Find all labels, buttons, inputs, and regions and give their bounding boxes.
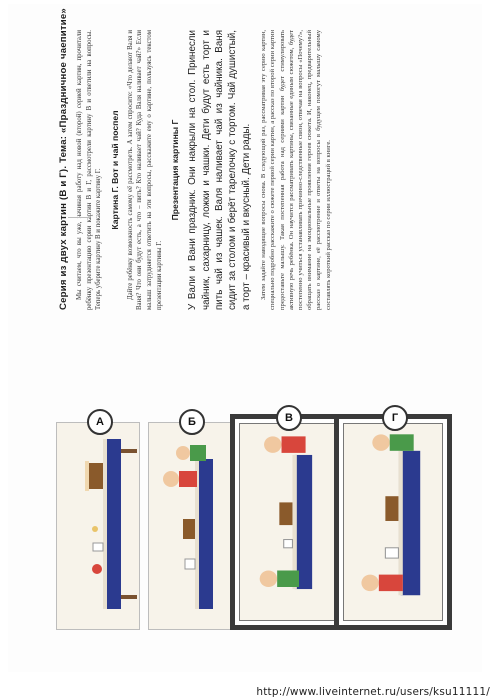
picture-panel-g [334,414,452,630]
instructions-paragraph: Дайте ребёнку возможность самому её рассмотреть. А затем спросите: «Что делают Валя и Ваня? Что они будут есть, а что – пить? Кто наливает чай? Куда Валя наливает чай?» Если малыш затрудняется ответить на эти вопросы, расскажите ему о картине, пользуясь текстом презентации картины Г. [126,30,163,310]
source-watermark: http://www.liveinternet.ru/users/ksu11111/ [256,686,490,698]
picture-label-g: Г [382,405,408,431]
binding-mark [68,213,90,218]
picture-g-illustration [344,424,442,620]
picture-label-a: А [87,409,113,435]
picture-v-illustration [240,424,334,620]
picture-panel-v [230,414,344,630]
rotated-document-page [12,10,482,670]
picture-label-b: Б [179,409,205,435]
intro-paragraph: Мы считаем, что вы уже, начиная работу над новой (второй) серией картин, прочитали ребёнку презентацию серии картин В и Г, рассмотрели картину В и ответили на вопросы. Теперь уберите картину В и покажите картину Г. [76,30,103,310]
presentation-heading: Презентация картины Г [170,119,181,221]
picture-a-illustration [57,423,139,629]
picture-v-frame [239,423,335,621]
document-title: Серия из двух картин (В и Г). Тема: «Праздничное чаепитие» [58,8,69,310]
picture-panel-a [56,416,140,630]
picture-panel-b [148,416,232,630]
closing-paragraph: Затем задайте наводящие вопросы снова. В следующий раз, рассматривая эту серию картин, специально подробно расскажите о сюжете первой серии картин, а рассказ по второй серии картин предоставьте малышу. Такая постепенная работа над сериями картин будет стимулировать активную речь ребёнка. Он научится рассматривать картины, связанные единым сюжетом, будет постепенно учиться устанавливать причинно-следственные связи, отвечая на вопросы «Почему?», обращать внимание на эмоциональные проявления героев сюжета. И, наконец, предварительный рассказ о картине, её рассмотрение и ответы на вопросы в будущем помогут малышу самому составлять короткий рассказ по серии иллюстраций в книге. [260,30,332,310]
picture-b-illustration [149,423,231,629]
text-column [58,8,333,310]
picture-label-v: В [276,405,302,431]
picture-g-frame [343,423,443,621]
picture-g-heading: Картина Г. Вот и чай поспел [109,110,120,230]
presentation-text: У Вали и Вани праздник. Они накрыли на стол. Принесли чайник, сахарницу, ложки и чашки. Дети будут есть торт и пить чай из чашек. Валя наливает чай из чайника. Ваня сидит за столом и берёт тарелочку с тортом. Чай душистый, а торт – красивый и вкусный. Дети рады. [187,30,252,310]
